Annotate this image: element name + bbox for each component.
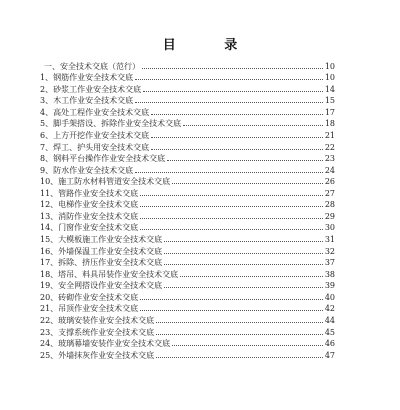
toc-entry-label: 9、防水作业安全技术交底 <box>40 165 134 175</box>
toc-entry-page-number: 47 <box>324 350 335 360</box>
page-title: 目 录 <box>162 38 260 53</box>
toc-entry-label: 20、砖砌作业安全技术交底 <box>40 292 139 302</box>
toc-entry-label: 6、上方开挖作业安全技术交底 <box>40 130 150 140</box>
toc-leader-dots <box>140 194 323 196</box>
toc-leader-dots <box>164 240 323 242</box>
toc-entry-label: 22、玻璃安装作业安全技术交底 <box>40 315 155 325</box>
toc-leader-dots <box>183 124 323 126</box>
toc-entry-label: 23、支撑系统作业安全技术交底 <box>40 327 155 337</box>
toc-entry-page-number: 15 <box>324 96 335 106</box>
toc-entry[interactable] <box>40 82 335 94</box>
toc-entry-label: 7、焊工、护头用安全技术交底 <box>40 142 150 152</box>
toc-entry[interactable] <box>40 337 335 349</box>
toc-leader-dots <box>164 252 323 254</box>
toc-entry-page-number: 42 <box>324 304 335 314</box>
toc-leader-dots <box>135 101 323 103</box>
toc-leader-dots <box>140 298 323 300</box>
toc-leader-dots <box>172 344 323 346</box>
toc-entry[interactable] <box>40 175 335 187</box>
toc-entry-page-number: 22 <box>324 142 335 152</box>
toc-leader-dots <box>172 182 323 184</box>
toc-leader-dots <box>135 78 323 80</box>
toc-entry-page-number: 46 <box>324 339 335 349</box>
toc-leader-dots <box>164 286 323 288</box>
toc-entry[interactable] <box>40 117 335 129</box>
toc-leader-dots <box>164 263 323 265</box>
toc-entry[interactable] <box>40 313 335 325</box>
toc-entry-page-number: 32 <box>324 246 335 256</box>
toc-entry-page-number: 39 <box>324 281 335 291</box>
toc-entry-label: 18、塔吊、料具吊装作业安全技术交底 <box>40 269 179 279</box>
toc-entry[interactable] <box>40 152 335 164</box>
toc-leader-dots <box>140 228 323 230</box>
toc-entry-page-number: 45 <box>324 327 335 337</box>
toc-entry-page-number: 21 <box>324 130 335 140</box>
toc-entry-label: 17、拆除、挤压作业安全技术交底 <box>40 258 163 268</box>
toc-leader-dots <box>156 321 323 323</box>
toc-leader-dots <box>142 67 323 69</box>
toc-entry[interactable] <box>40 267 335 279</box>
toc-entry[interactable] <box>40 186 335 198</box>
toc-entry[interactable] <box>40 302 335 314</box>
toc-entry-label: 14、门窗作业安全技术交底 <box>40 223 139 233</box>
toc-entry-page-number: 40 <box>324 292 335 302</box>
toc-leader-dots <box>135 171 323 173</box>
toc-entry-label: 5、脚手架搭设、拆除作业安全技术交底 <box>40 119 182 129</box>
toc-entry[interactable] <box>40 348 335 360</box>
toc-leader-dots <box>167 159 323 161</box>
toc-entry-page-number: 10 <box>324 61 335 71</box>
toc-entry[interactable] <box>40 221 335 233</box>
toc-entry-page-number: 28 <box>324 200 335 210</box>
toc-entry[interactable] <box>40 94 335 106</box>
toc-entry[interactable] <box>40 59 335 71</box>
toc-entry[interactable] <box>40 244 335 256</box>
toc-entry-page-number: 37 <box>324 258 335 268</box>
toc-leader-dots <box>143 90 323 92</box>
toc-leader-dots <box>156 333 323 335</box>
toc-entry[interactable] <box>40 140 335 152</box>
toc-entry-page-number: 44 <box>324 315 335 325</box>
toc-entry[interactable] <box>40 71 335 83</box>
toc-entry[interactable] <box>40 198 335 210</box>
toc-entry-label: 4、高处工程作业安全技术交底 <box>40 107 150 117</box>
toc-leader-dots <box>140 309 323 311</box>
toc-leader-dots <box>151 113 323 115</box>
toc-entry-page-number: 26 <box>324 177 335 187</box>
toc-entry-page-number: 38 <box>324 269 335 279</box>
toc-entry-page-number: 23 <box>324 154 335 164</box>
toc-entry-page-number: 27 <box>324 188 335 198</box>
toc-entry-label: 2、砂浆工作业安全技术交底 <box>40 84 142 94</box>
toc-entry[interactable] <box>40 105 335 117</box>
toc-entry[interactable] <box>40 279 335 291</box>
toc-entry-label: 一、安全技术交底（范行） <box>44 61 140 71</box>
toc-entry-label: 3、木工作业安全技术交底 <box>40 96 134 106</box>
toc-entry-label: 13、消防作业安全技术交底 <box>40 211 139 221</box>
toc-leader-dots <box>156 356 323 358</box>
toc-entry[interactable] <box>40 256 335 268</box>
toc-entry-label: 1、钢筋作业安全技术交底 <box>40 73 134 83</box>
toc-entry[interactable] <box>40 290 335 302</box>
toc-entry[interactable] <box>40 325 335 337</box>
toc-leader-dots <box>140 217 323 219</box>
toc-leader-dots <box>180 275 323 277</box>
toc-entry-label: 24、玻璃幕墙安装作业安全技术交底 <box>40 339 171 349</box>
toc-leader-dots <box>140 205 323 207</box>
toc-entry-page-number: 24 <box>324 165 335 175</box>
toc-entry-label: 16、外墙保温工作业安全技术交底 <box>40 246 163 256</box>
toc-entry-page-number: 31 <box>324 235 335 244</box>
toc-entry-page-number: 17 <box>324 107 335 117</box>
toc-entry-page-number: 18 <box>324 119 335 129</box>
toc-entry-label: 10、施工防水材料管道安全技术交底 <box>40 177 171 187</box>
toc-entry-label: 11、管路作业安全技术交底 <box>40 188 139 198</box>
toc-entry-label: 15、大模板施工作业安全技术交底 <box>40 235 163 244</box>
toc-leader-dots <box>151 148 323 150</box>
toc-entry[interactable] <box>40 128 335 140</box>
toc-entry[interactable] <box>40 163 335 175</box>
toc-entry[interactable] <box>40 232 335 244</box>
toc-entry-page-number: 30 <box>324 223 335 233</box>
table-of-contents <box>40 59 335 360</box>
toc-entry-page-number: 29 <box>324 211 335 221</box>
toc-entry-label: 12、电梯作业安全技术交底 <box>40 200 139 210</box>
toc-entry-label: 21、吊顶作业安全技术交底 <box>40 304 139 314</box>
toc-entry-page-number: 10 <box>324 73 335 83</box>
toc-entry-label: 8、钢料平台操作作业安全技术交底 <box>40 154 166 164</box>
toc-leader-dots <box>151 136 323 138</box>
toc-entry-label: 19、安全网搭设作业安全技术交底 <box>40 281 163 291</box>
toc-entry-page-number: 14 <box>324 84 335 94</box>
toc-entry-label: 25、外墙抹灰作业安全技术交底 <box>40 350 155 360</box>
toc-entry[interactable] <box>40 209 335 221</box>
